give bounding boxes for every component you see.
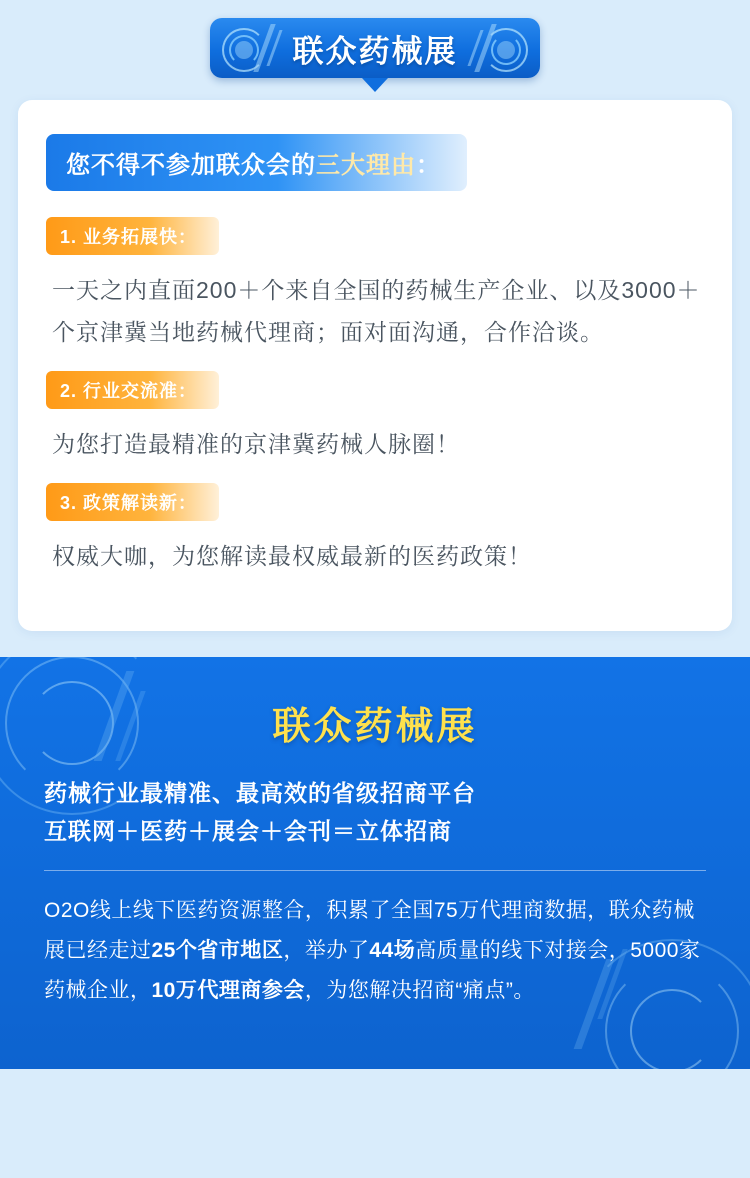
reason-item-tag: 1. 业务拓展快： (46, 217, 219, 255)
reason-item (46, 217, 704, 353)
brand-description-text: 高质量的线下对接会，5000家药械企业， (44, 939, 701, 1002)
brand-description-text: ，为您解决招商“痛点”。 (304, 979, 535, 1002)
brand-subtitle-line2: 互联网＋医药＋展会＋会刊＝立体招商 (44, 818, 452, 844)
top-banner-title: 联众药械展 (292, 33, 458, 69)
section-divider (44, 870, 706, 871)
banner-arrow-icon (362, 78, 388, 92)
reason-item-tag: 2. 行业交流准： (46, 371, 219, 409)
brand-intro-section (0, 657, 750, 1069)
brand-description-emphasis: 25个省市地区 (151, 939, 284, 962)
reasons-heading-suffix: ： (416, 152, 441, 179)
brand-description (44, 891, 706, 1011)
brand-subtitle-line1: 药械行业最精准、最高效的省级招商平台 (44, 780, 476, 806)
top-banner (210, 18, 540, 78)
reason-item-body: 为您打造最精准的京津冀药械人脉圈！ (52, 431, 460, 457)
brand-title: 联众药械展 (272, 706, 478, 748)
reason-item (46, 483, 704, 577)
brand-description-emphasis: 10万代理商参会 (151, 979, 305, 1002)
reason-item-body: 权威大咖，为您解读最权威最新的医药政策！ (52, 543, 532, 569)
reason-item-body: 一天之内直面200＋个来自全国的药械生产企业、以及3000＋个京津冀当地药械代理商；面对面沟通，合作洽谈。 (52, 277, 701, 345)
reasons-heading-highlight: 三大理由 (316, 152, 416, 179)
banner-left-decoration-icon (210, 18, 288, 78)
reasons-card (18, 100, 732, 631)
reasons-heading (46, 134, 467, 191)
brand-description-text: ，举办了 (283, 939, 370, 962)
reasons-heading-prefix: 您不得不参加联众会的 (66, 152, 316, 179)
banner-right-decoration-icon (462, 18, 540, 78)
reason-item (46, 371, 704, 465)
top-banner-area (0, 0, 750, 100)
reason-item-tag: 3. 政策解读新： (46, 483, 219, 521)
brand-description-text: O2O线上线下医药资源整合，积累了全国75万代理商数据，联众药械展已经走过 (44, 899, 695, 962)
brand-description-emphasis: 44场 (369, 939, 416, 962)
